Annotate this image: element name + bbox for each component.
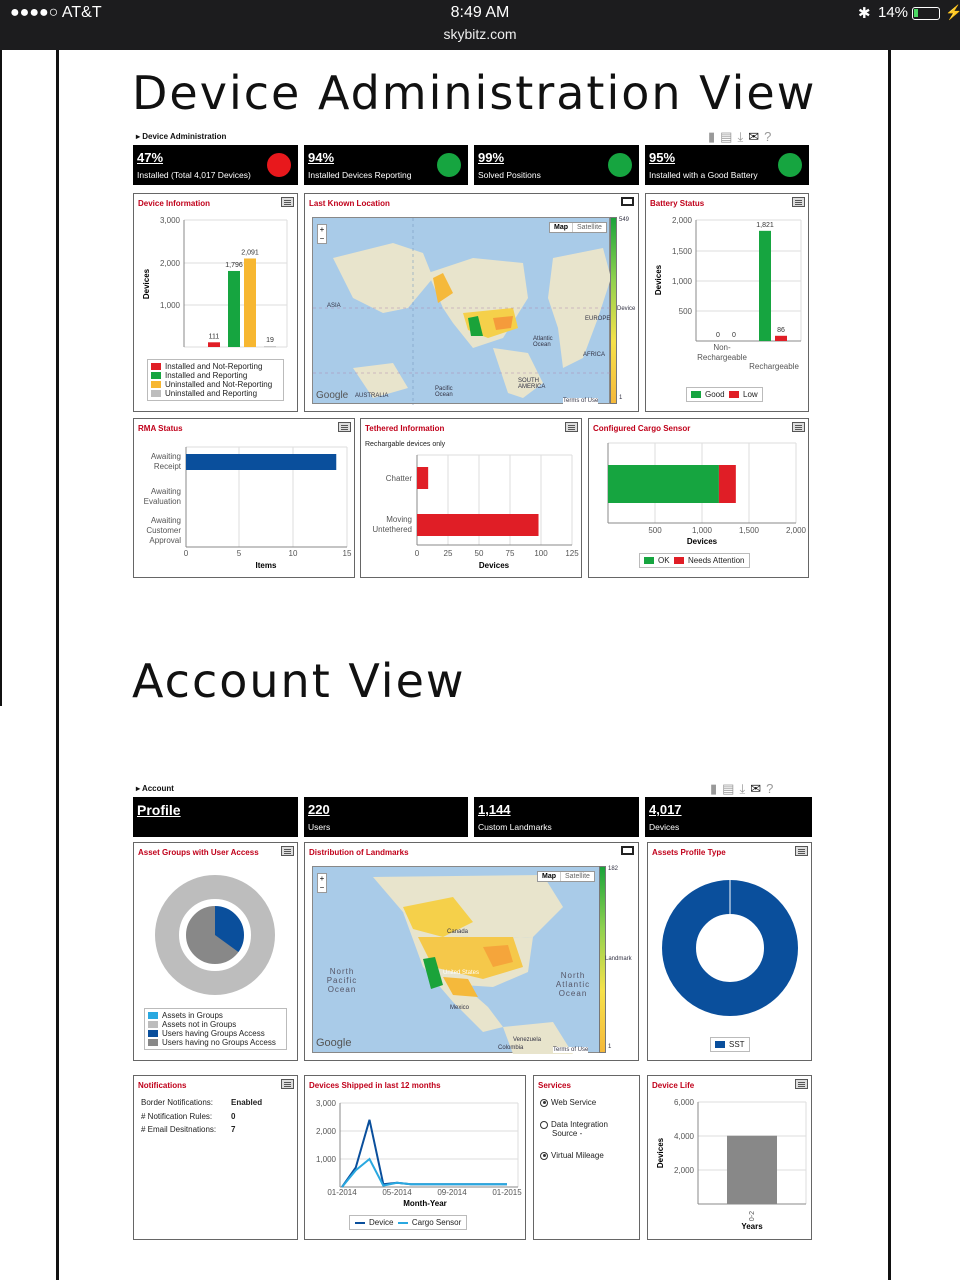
service-item[interactable]: Data Integration Source - (540, 1120, 630, 1138)
devices-shipped-panel (304, 1075, 526, 1240)
x-tick: Rechargeable (749, 362, 799, 371)
email-icon[interactable]: ✉ (748, 129, 760, 144)
kpi-users[interactable] (304, 797, 468, 837)
status-dot (778, 153, 802, 177)
svg-text:Devices: Devices (654, 264, 663, 296)
bookmark-icon[interactable]: ▮ (710, 781, 718, 796)
map-type-toggle[interactable] (537, 871, 595, 882)
series-line (342, 1159, 507, 1187)
svg-text:0-2: 0-2 (749, 1210, 756, 1222)
legend-item[interactable]: Installed and Reporting (151, 371, 280, 380)
checked-icon (540, 1099, 548, 1107)
svg-text:05-2014: 05-2014 (382, 1188, 412, 1197)
notification-row: Border Notifications: Enabled (141, 1098, 263, 1107)
svg-text:10: 10 (288, 549, 298, 558)
bar-label: 1,821 (756, 221, 774, 229)
kpi-reporting[interactable] (304, 145, 468, 185)
table-view-icon[interactable] (281, 1079, 294, 1089)
legend (686, 387, 763, 402)
svg-text:Devices: Devices (686, 537, 718, 546)
legend (710, 1037, 750, 1052)
clock: 8:49 AM (450, 4, 510, 21)
kpi-value[interactable]: 94% (308, 150, 335, 165)
kpi-label: Installed Devices Reporting (308, 170, 412, 180)
service-item[interactable]: Virtual Mileage (540, 1151, 604, 1160)
account-heading: Account View (132, 654, 466, 708)
bar (208, 342, 220, 347)
monitor-icon[interactable] (621, 197, 634, 206)
svg-text:Items: Items (255, 561, 277, 570)
battery-status-panel (645, 193, 809, 412)
kpi-label: Devices (649, 822, 680, 832)
panel-title: Devices Shipped in last 12 months (309, 1081, 441, 1090)
kpi-label: Installed with a Good Battery (649, 170, 758, 180)
scroll-edge (0, 50, 2, 706)
map-button[interactable]: Map (542, 873, 556, 880)
legend-item[interactable]: Device Cargo Sensor (355, 1218, 461, 1227)
breadcrumb[interactable]: ▸ Device Administration (136, 132, 227, 141)
kpi-profile[interactable] (133, 797, 298, 837)
checked-icon (540, 1152, 548, 1160)
legend-item[interactable]: Uninstalled and Reporting (151, 389, 280, 398)
ios-status-bar (0, 0, 960, 50)
y-tick: 1,000 (159, 301, 180, 310)
carrier-label: ●●●●○ AT&T (10, 4, 102, 21)
bar-label: 86 (777, 326, 785, 334)
tethered-information-chart (361, 419, 583, 579)
kpi-battery[interactable] (645, 145, 809, 185)
legend-item[interactable]: Assets in Groups (148, 1011, 283, 1020)
world-map[interactable] (312, 217, 610, 404)
address-bar[interactable]: skybitz.com (443, 26, 517, 42)
kpi-landmarks[interactable] (474, 797, 639, 837)
svg-text:Untethered: Untethered (372, 525, 412, 534)
cargo-sensor-panel (588, 418, 809, 578)
notification-row: # Email Desitnations: 7 (141, 1125, 236, 1134)
panel-title: RMA Status (138, 424, 183, 433)
legend-item[interactable]: Users having no Groups Access (148, 1038, 283, 1047)
charging-icon: ⚡ (945, 4, 962, 20)
panel-title: Last Known Location (309, 199, 390, 208)
download-icon[interactable]: ⤓ (737, 129, 744, 144)
device-information-panel (133, 193, 298, 412)
services-panel (533, 1075, 640, 1240)
svg-text:500: 500 (648, 526, 662, 535)
y-axis-label: Devices (142, 268, 151, 300)
battery-percent: 14% (878, 4, 909, 21)
bar-label: 0 (732, 332, 736, 339)
device-life-chart (648, 1076, 813, 1241)
toolbar (708, 129, 776, 145)
svg-text:50: 50 (474, 549, 484, 558)
rma-status-chart (134, 419, 356, 579)
svg-text:125: 125 (565, 549, 579, 558)
svg-text:Devices: Devices (656, 1137, 665, 1169)
legend (349, 1215, 467, 1230)
kpi-value[interactable]: 1,144 (478, 802, 511, 817)
notifications-panel (133, 1075, 298, 1240)
scale-min: 1 (619, 395, 623, 401)
legend (639, 553, 750, 568)
svg-text:1,000: 1,000 (691, 526, 713, 535)
terms-link[interactable]: Terms of Use (563, 398, 599, 404)
panel-title: Asset Groups with User Access (138, 848, 259, 857)
device-admin-heading: Device Administration View (132, 66, 817, 120)
bar (186, 454, 336, 470)
map-type-toggle[interactable] (549, 222, 607, 233)
map-label: Atlantic Ocean (533, 336, 553, 348)
svg-text:Evaluation: Evaluation (143, 497, 181, 506)
map-label: United States (443, 970, 480, 976)
terms-link[interactable]: Terms of Use (553, 1047, 589, 1053)
help-icon[interactable]: ? (764, 129, 772, 144)
legend-item[interactable]: Installed and Not-Reporting (151, 362, 280, 371)
scale-min: 1 (608, 1044, 612, 1050)
bar (759, 231, 771, 341)
map-button[interactable]: Map (554, 224, 568, 231)
page-border-left (56, 50, 59, 1280)
svg-text:2,000: 2,000 (671, 216, 692, 225)
kpi-installed[interactable] (133, 145, 298, 185)
status-dot (267, 153, 291, 177)
map-label: Pacific Ocean (435, 386, 453, 398)
kpi-value[interactable]: 220 (308, 802, 330, 817)
email-icon[interactable]: ✉ (750, 781, 762, 796)
bar (228, 271, 240, 347)
x-tick: Rechargeable (697, 353, 747, 362)
svg-text:Moving: Moving (386, 515, 412, 524)
svg-text:Chatter: Chatter (385, 474, 412, 483)
bar-label: 19 (266, 337, 274, 345)
svg-text:75: 75 (505, 549, 515, 558)
status-dot (608, 153, 632, 177)
svg-text:1,500: 1,500 (738, 526, 760, 535)
scale-max: 549 (619, 217, 630, 223)
toolbar (710, 781, 778, 797)
bar (264, 346, 276, 347)
map-label: AFRICA (583, 352, 606, 358)
map-label: North Pacific Ocean (326, 967, 358, 994)
svg-text:01-2014: 01-2014 (327, 1188, 357, 1197)
battery-icon (912, 7, 940, 20)
svg-text:2,000: 2,000 (785, 526, 807, 535)
profile-type-donut (648, 843, 813, 1062)
kpi-value[interactable]: 47% (137, 150, 164, 165)
svg-text:Month-Year: Month-Year (403, 1199, 447, 1208)
svg-text:Devices: Devices (478, 561, 510, 570)
bar (417, 467, 428, 489)
svg-text:0: 0 (183, 549, 189, 558)
panel-title: Device Life (652, 1081, 695, 1090)
map-label: AUSTRALIA (355, 393, 389, 399)
bluetooth-icon: ✱ (858, 5, 871, 22)
kpi-label: Installed (Total 4,017 Devices) (137, 170, 251, 180)
bar-label: 2,091 (241, 249, 259, 257)
bar (244, 258, 256, 347)
legend-item[interactable]: Good Low (691, 390, 758, 399)
scale-max: 182 (608, 866, 619, 872)
pdf-icon[interactable]: ▤ (720, 129, 733, 144)
svg-text:Approval: Approval (149, 536, 181, 545)
map-label: EUROPE (585, 316, 611, 322)
series-line (342, 1120, 507, 1187)
device-life-panel (647, 1075, 812, 1240)
map-zoom-control[interactable]: + − (317, 224, 327, 244)
svg-text:1,500: 1,500 (671, 247, 692, 256)
north-america-map[interactable] (312, 866, 600, 1053)
map-label: ASIA (327, 303, 341, 309)
kpi-positions[interactable] (474, 145, 639, 185)
google-logo: Google (316, 390, 349, 401)
kpi-devices[interactable] (645, 797, 812, 837)
svg-text:5: 5 (236, 549, 242, 558)
panel-title: Distribution of Landmarks (309, 848, 409, 857)
bar-segment (608, 465, 719, 503)
map-label: Venezuela (513, 1037, 542, 1043)
satellite-button[interactable]: Satellite (572, 223, 606, 232)
svg-text:100: 100 (534, 549, 548, 558)
scale-label: Device (617, 306, 636, 312)
svg-text:6,000: 6,000 (673, 1098, 694, 1107)
legend (147, 359, 284, 401)
svg-text:Receipt: Receipt (153, 462, 181, 471)
bookmark-icon[interactable]: ▮ (708, 129, 716, 144)
bar-segment (719, 465, 736, 503)
bar-label: 111 (208, 333, 220, 341)
kpi-label: Custom Landmarks (478, 822, 552, 832)
google-logo: Google (316, 1037, 352, 1049)
map-label: Colombia (498, 1045, 524, 1051)
y-tick: 3,000 (159, 216, 180, 225)
download-icon[interactable]: ⤓ (739, 781, 746, 796)
map-label: Canada (447, 929, 469, 935)
kpi-value[interactable]: 95% (649, 150, 676, 165)
bar (727, 1136, 777, 1204)
status-dot (437, 153, 461, 177)
kpi-value[interactable]: 99% (478, 150, 505, 165)
panel-title: Services (538, 1081, 571, 1090)
pdf-icon[interactable]: ▤ (722, 781, 735, 796)
y-tick: 2,000 (159, 259, 180, 268)
breadcrumb[interactable]: ▸ Account (136, 784, 174, 793)
help-icon[interactable]: ? (766, 781, 774, 796)
landmarks-panel (304, 842, 639, 1061)
tethered-information-panel (360, 418, 582, 578)
bar (417, 514, 539, 536)
svg-text:Awaiting: Awaiting (150, 516, 181, 525)
panel-title: Configured Cargo Sensor (593, 424, 691, 433)
svg-text:Years: Years (741, 1222, 763, 1231)
svg-text:500: 500 (678, 307, 692, 316)
satellite-button[interactable]: Satellite (560, 872, 594, 881)
svg-text:2,000: 2,000 (673, 1166, 694, 1175)
legend-item[interactable]: SST (715, 1040, 745, 1049)
unchecked-icon (540, 1121, 548, 1129)
bar-label: 1,796 (225, 261, 243, 269)
service-item[interactable]: Web Service (540, 1098, 596, 1107)
last-known-location-panel (304, 193, 639, 412)
svg-text:0: 0 (414, 549, 420, 558)
svg-text:Awaiting: Awaiting (150, 452, 181, 461)
kpi-value[interactable]: Profile (137, 802, 181, 818)
legend-item[interactable]: Uninstalled and Not-Reporting (151, 380, 280, 389)
asset-groups-panel (133, 842, 298, 1061)
monitor-icon[interactable] (621, 846, 634, 855)
map-label: Mexico (450, 1005, 470, 1011)
page-border-right (888, 50, 891, 1280)
svg-text:Awaiting: Awaiting (150, 487, 181, 496)
svg-text:1,000: 1,000 (315, 1155, 336, 1164)
scale-label: Landmark (605, 956, 632, 962)
panel-title: Battery Status (650, 199, 705, 208)
notification-row: # Notification Rules: 0 (141, 1112, 236, 1121)
svg-text:15: 15 (342, 549, 352, 558)
kpi-value[interactable]: 4,017 (649, 802, 682, 817)
svg-text:3,000: 3,000 (315, 1099, 336, 1108)
panel-title: Device Information (138, 199, 211, 208)
battery-status-chart (646, 194, 810, 413)
legend-item[interactable]: OK Needs Attention (644, 556, 745, 565)
chart-subtitle: Rechargable devices only (365, 441, 446, 448)
svg-text:25: 25 (443, 549, 453, 558)
panel-title: Assets Profile Type (652, 848, 726, 857)
kpi-label: Users (308, 822, 331, 832)
color-scale (610, 217, 617, 404)
kpi-label: Solved Positions (478, 170, 541, 180)
svg-text:09-2014: 09-2014 (437, 1188, 467, 1197)
svg-text:Customer: Customer (146, 526, 181, 535)
bar-label: 0 (716, 332, 720, 339)
map-zoom-control[interactable]: + − (317, 873, 327, 893)
profile-type-panel (647, 842, 812, 1061)
map-label: North Atlantic Ocean (555, 971, 591, 998)
legend (144, 1008, 287, 1050)
svg-text:2,000: 2,000 (315, 1127, 336, 1136)
bar (775, 336, 787, 341)
svg-text:4,000: 4,000 (673, 1132, 694, 1141)
rma-status-panel (133, 418, 355, 578)
map-label: SOUTH AMERICA (518, 378, 546, 390)
svg-text:01-2015: 01-2015 (492, 1188, 522, 1197)
panel-title: Notifications (138, 1081, 187, 1090)
legend-item[interactable]: Assets not in Groups (148, 1020, 283, 1029)
x-tick: Non- (713, 343, 731, 352)
panel-title: Tethered Information (365, 424, 445, 433)
svg-text:1,000: 1,000 (671, 277, 692, 286)
legend-item[interactable]: Users having Groups Access (148, 1029, 283, 1038)
